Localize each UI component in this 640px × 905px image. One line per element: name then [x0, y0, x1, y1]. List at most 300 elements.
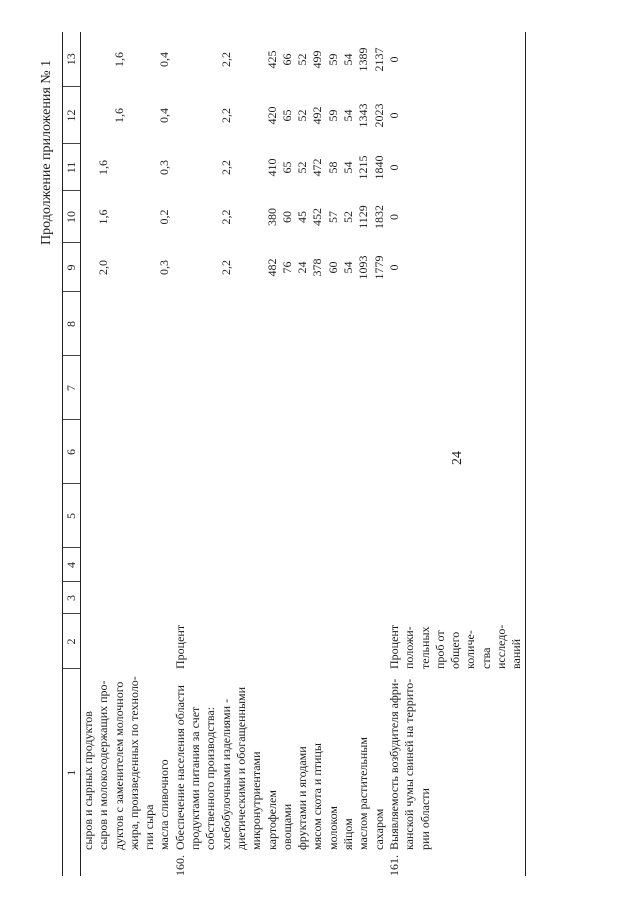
cell-line: 0	[386, 112, 401, 119]
cell-line: 45	[295, 211, 310, 223]
empty-cell	[280, 548, 295, 582]
empty-cell	[280, 420, 295, 484]
column-header-7: 7	[63, 356, 81, 420]
empty-cell	[219, 356, 265, 420]
cell-line: 57	[325, 211, 340, 223]
table-row	[295, 32, 310, 876]
value-cell-v11	[173, 144, 219, 191]
cell-line: 380	[264, 208, 279, 226]
cell-line: Процент	[172, 624, 187, 669]
indicator-text: микронутриентами	[249, 751, 264, 850]
empty-cell	[310, 356, 325, 420]
cell-line: 52	[295, 161, 310, 174]
empty-cell	[157, 356, 172, 420]
value-cell-v12	[219, 87, 265, 144]
column-header-6: 6	[63, 420, 81, 484]
value-cell-v11	[356, 144, 371, 191]
cell-line: 2137	[371, 47, 386, 72]
empty-cell	[173, 548, 219, 582]
empty-cell	[96, 420, 157, 484]
value-cell-v9	[265, 243, 280, 292]
value-cell-v11	[341, 144, 356, 191]
empty-cell	[280, 484, 295, 548]
cell-line: 0,4	[157, 52, 172, 67]
cell-line: количе-	[463, 630, 478, 669]
empty-cell	[219, 582, 265, 614]
empty-cell	[326, 420, 341, 484]
cell-line: 0	[386, 56, 401, 63]
page-number: 24	[450, 451, 465, 465]
value-cell-v12	[280, 87, 295, 144]
empty-cell	[96, 484, 157, 548]
empty-cell	[326, 356, 341, 420]
value-cell-v12	[326, 87, 341, 144]
value-cell-v12	[310, 87, 325, 144]
empty-cell	[295, 548, 310, 582]
indicator-text: диетическими и обогащенными	[233, 686, 248, 850]
empty-cell	[81, 420, 97, 484]
empty-cell	[173, 484, 219, 548]
value-cell-v12	[387, 87, 525, 144]
cell-line: 499	[310, 50, 325, 69]
cell-line: общего	[448, 631, 463, 669]
value-cell-v11	[326, 144, 341, 191]
empty-cell	[387, 420, 525, 484]
empty-cell	[81, 582, 97, 614]
empty-cell	[96, 292, 157, 356]
value-cell-v11	[81, 144, 97, 191]
cell-line: 425	[264, 50, 279, 69]
cell-line: 2,2	[218, 160, 233, 175]
empty-cell	[356, 582, 371, 614]
cell-line: 1832	[371, 205, 386, 229]
cell-line: 54	[341, 161, 356, 174]
empty-cell	[265, 420, 280, 484]
empty-cell	[387, 582, 525, 614]
empty-cell	[310, 582, 325, 614]
column-header-1: 1	[63, 669, 81, 876]
cell-line: ваний	[509, 638, 524, 669]
value-cell-v11	[157, 144, 172, 191]
empty-cell	[372, 420, 387, 484]
indicator-text: яйцом	[341, 818, 356, 850]
unit-cell	[326, 614, 341, 669]
empty-cell	[341, 484, 356, 548]
cell-line: 0,3	[157, 160, 172, 175]
cell-line: 1093	[356, 255, 371, 280]
cell-line: 1215	[356, 155, 371, 180]
indicator-cell	[219, 669, 265, 876]
empty-cell	[295, 356, 310, 420]
table-row	[265, 32, 280, 876]
indicator-cell	[81, 669, 97, 876]
indicator-cell	[295, 669, 310, 876]
column-header-13: 13	[63, 32, 81, 87]
cell-line: 2,2	[218, 260, 233, 275]
unit-cell	[96, 614, 157, 669]
empty-cell	[81, 356, 97, 420]
empty-cell	[265, 484, 280, 548]
value-cell-v12	[356, 87, 371, 144]
cell-line: 24	[295, 261, 310, 274]
empty-cell	[265, 548, 280, 582]
empty-cell	[157, 484, 172, 548]
empty-cell	[387, 292, 525, 356]
empty-cell	[219, 484, 265, 548]
value-cell-v10	[295, 191, 310, 243]
unit-cell	[81, 614, 97, 669]
indicator-text: жира, произведенных по техноло-	[126, 676, 141, 850]
indicator-cell	[326, 669, 341, 876]
cell-line: 2023	[371, 103, 386, 128]
cell-line: 2,0	[96, 260, 111, 275]
cell-line: 1840	[371, 155, 386, 180]
cell-line: 76	[279, 261, 294, 274]
empty-cell	[372, 292, 387, 356]
value-cell-v10	[81, 191, 97, 243]
empty-cell	[173, 356, 219, 420]
cell-line: Процент	[386, 624, 401, 669]
unit-cell	[310, 614, 325, 669]
cell-line: 54	[341, 109, 356, 122]
empty-cell	[356, 420, 371, 484]
cell-line: 54	[341, 261, 356, 274]
value-cell-v11	[219, 144, 265, 191]
empty-cell	[81, 484, 97, 548]
unit-cell	[387, 614, 525, 669]
empty-cell	[295, 582, 310, 614]
empty-cell	[341, 292, 356, 356]
value-cell-v9	[387, 243, 525, 292]
value-cell-v12	[265, 87, 280, 144]
value-cell-v12	[341, 87, 356, 144]
cell-line: 52	[295, 109, 310, 122]
cell-line: 59	[325, 53, 340, 66]
unit-cell	[295, 614, 310, 669]
value-cell-v11	[265, 144, 280, 191]
indicator-cell	[310, 669, 325, 876]
empty-cell	[341, 582, 356, 614]
value-cell-v9	[157, 243, 172, 292]
empty-cell	[341, 356, 356, 420]
cell-line: тельных	[417, 626, 432, 669]
cell-line: 1,6	[96, 160, 111, 175]
empty-cell	[219, 548, 265, 582]
value-cell-v10	[326, 191, 341, 243]
value-cell-v11	[310, 144, 325, 191]
value-cell-v13	[326, 32, 341, 87]
table-row	[81, 32, 97, 876]
table-row	[310, 32, 325, 876]
indicator-cell	[341, 669, 356, 876]
column-header-row	[63, 32, 81, 876]
cell-line: 58	[325, 161, 340, 174]
empty-cell	[310, 292, 325, 356]
cell-line: 54	[341, 53, 356, 66]
cell-line: 420	[264, 106, 279, 125]
cell-line: 378	[310, 258, 325, 277]
column-header-2: 2	[63, 614, 81, 669]
unit-cell	[341, 614, 356, 669]
empty-cell	[356, 292, 371, 356]
indicator-cell	[387, 669, 525, 876]
cell-line: 2,2	[218, 108, 233, 123]
value-cell-v10	[310, 191, 325, 243]
empty-cell	[341, 548, 356, 582]
indicator-cell	[157, 669, 172, 876]
cell-line: 452	[310, 208, 325, 226]
cell-line: 0	[386, 214, 401, 220]
empty-cell	[265, 292, 280, 356]
cell-line: исследо-	[494, 624, 509, 669]
value-cell-v12	[81, 87, 97, 144]
row-number: 160.	[172, 855, 187, 876]
value-cell-v12	[295, 87, 310, 144]
cell-line: ства	[478, 647, 493, 669]
cell-line: 52	[295, 53, 310, 66]
cell-line: проб от	[432, 630, 447, 669]
cell-line: 2,2	[218, 209, 233, 225]
cell-line: 1,6	[96, 209, 111, 225]
table-row	[96, 32, 157, 876]
indicator-text: сахаром	[371, 808, 386, 850]
indicator-text: дуктов с заменителем молочного	[111, 681, 126, 850]
value-cell-v10	[157, 191, 172, 243]
indicator-text: гии сыра	[142, 804, 157, 850]
indicator-cell	[372, 669, 387, 876]
empty-cell	[96, 582, 157, 614]
empty-cell	[265, 356, 280, 420]
value-cell-v12	[157, 87, 172, 144]
empty-cell	[356, 356, 371, 420]
value-cell-v10	[341, 191, 356, 243]
empty-cell	[310, 548, 325, 582]
empty-cell	[81, 548, 97, 582]
cell-line: 65	[279, 109, 294, 122]
empty-cell	[173, 292, 219, 356]
cell-line: 1389	[356, 47, 371, 72]
indicator-cell	[96, 669, 157, 876]
cell-line: 1,6	[111, 108, 126, 123]
empty-cell	[372, 582, 387, 614]
cell-line: 60	[325, 261, 340, 274]
empty-cell	[295, 420, 310, 484]
value-cell-v12	[96, 87, 157, 144]
empty-cell	[173, 420, 219, 484]
value-cell-v9	[280, 243, 295, 292]
value-cell-v11	[295, 144, 310, 191]
cell-line: положи-	[402, 626, 417, 669]
unit-cell	[280, 614, 295, 669]
cell-line: 2,2	[218, 52, 233, 67]
cell-line: 410	[264, 158, 279, 177]
value-cell-v9	[96, 243, 157, 292]
empty-cell	[387, 548, 525, 582]
cell-line: 65	[279, 161, 294, 174]
indicator-text: сыров и молокосодержащих про-	[96, 680, 111, 850]
value-cell-v12	[372, 87, 387, 144]
table-row	[372, 32, 387, 876]
empty-cell	[295, 484, 310, 548]
appendix-table	[62, 32, 526, 876]
indicator-text: сыров и сырных продуктов	[81, 711, 95, 850]
row-number: 161.	[386, 855, 401, 876]
table-row	[356, 32, 371, 876]
cell-line: 492	[310, 106, 325, 125]
empty-cell	[173, 582, 219, 614]
empty-cell	[219, 292, 265, 356]
indicator-text: мясом скота и птицы	[310, 743, 325, 850]
value-cell-v9	[81, 243, 97, 292]
empty-cell	[96, 548, 157, 582]
table-body	[81, 32, 526, 876]
empty-cell	[356, 484, 371, 548]
cell-line: 0	[386, 264, 401, 271]
cell-line: 482	[264, 258, 279, 277]
empty-cell	[157, 582, 172, 614]
value-cell-v13	[372, 32, 387, 87]
empty-cell	[326, 484, 341, 548]
value-cell-v13	[173, 32, 219, 87]
indicator-text: масла сливочного	[157, 759, 172, 850]
value-cell-v13	[310, 32, 325, 87]
empty-cell	[157, 548, 172, 582]
empty-cell	[387, 484, 525, 548]
empty-cell	[326, 582, 341, 614]
indicator-text: хлебобулочными изделиями -	[218, 698, 233, 850]
empty-cell	[280, 292, 295, 356]
empty-cell	[157, 292, 172, 356]
value-cell-v10	[372, 191, 387, 243]
indicator-text: рии области	[417, 788, 432, 850]
cell-line: 0	[386, 164, 401, 171]
value-cell-v13	[356, 32, 371, 87]
value-cell-v9	[219, 243, 265, 292]
value-cell-v13	[96, 32, 157, 87]
value-cell-v9	[372, 243, 387, 292]
value-cell-v9	[173, 243, 219, 292]
unit-cell	[157, 614, 172, 669]
value-cell-v10	[96, 191, 157, 243]
table-row	[341, 32, 356, 876]
continuation-caption: Продолжение приложения № 1	[39, 59, 54, 245]
cell-line: 0,2	[157, 209, 172, 225]
value-cell-v13	[341, 32, 356, 87]
cell-line: 472	[310, 158, 325, 177]
column-header-5: 5	[63, 484, 81, 548]
indicator-text: канской чумы свиней на террито-	[402, 678, 417, 850]
indicator-text: фруктами и ягодами	[295, 746, 310, 850]
value-cell-v10	[280, 191, 295, 243]
cell-line: 66	[279, 53, 294, 66]
value-cell-v10	[265, 191, 280, 243]
empty-cell	[280, 582, 295, 614]
indicator-text: картофелем	[264, 790, 279, 850]
indicator-text: продуктами питания за счет	[188, 706, 203, 850]
table-row	[219, 32, 265, 876]
value-cell-v10	[387, 191, 525, 243]
empty-cell	[81, 292, 97, 356]
table-row	[157, 32, 172, 876]
column-header-9: 9	[63, 243, 81, 292]
indicator-cell	[356, 669, 371, 876]
column-header-11: 11	[63, 144, 81, 191]
column-header-8: 8	[63, 292, 81, 356]
indicator-cell	[173, 669, 219, 876]
empty-cell	[356, 548, 371, 582]
value-cell-v9	[295, 243, 310, 292]
value-cell-v13	[81, 32, 97, 87]
indicator-text: Обеспечение населения области	[172, 685, 187, 850]
empty-cell	[295, 292, 310, 356]
value-cell-v13	[280, 32, 295, 87]
empty-cell	[372, 484, 387, 548]
cell-line	[96, 87, 111, 144]
cell-line: 52	[341, 211, 356, 223]
indicator-text: молоком	[325, 805, 340, 850]
column-header-3: 3	[63, 582, 81, 614]
cell-line: 1129	[356, 205, 371, 229]
empty-cell	[157, 420, 172, 484]
cell-line	[96, 32, 111, 87]
empty-cell	[96, 356, 157, 420]
empty-cell	[280, 356, 295, 420]
unit-cell	[356, 614, 371, 669]
empty-cell	[326, 292, 341, 356]
indicator-text: Выявляемость возбудителя афри-	[386, 678, 401, 850]
indicator-text: маслом растительным	[356, 737, 371, 850]
unit-cell	[372, 614, 387, 669]
value-cell-v9	[310, 243, 325, 292]
column-header-12: 12	[63, 87, 81, 144]
value-cell-v13	[219, 32, 265, 87]
indicator-text: овощами	[279, 803, 294, 850]
cell-line: 0,4	[157, 108, 172, 123]
unit-cell	[265, 614, 280, 669]
cell-line: 59	[325, 109, 340, 122]
cell-line: 1343	[356, 103, 371, 128]
cell-line: 1779	[371, 255, 386, 280]
indicator-cell	[265, 669, 280, 876]
value-cell-v13	[295, 32, 310, 87]
value-cell-v11	[387, 144, 525, 191]
value-cell-v11	[96, 144, 157, 191]
value-cell-v10	[219, 191, 265, 243]
table-row	[173, 32, 219, 876]
empty-cell	[219, 420, 265, 484]
value-cell-v9	[341, 243, 356, 292]
value-cell-v10	[173, 191, 219, 243]
cell-line: 1,6	[111, 52, 126, 67]
value-cell-v13	[157, 32, 172, 87]
empty-cell	[372, 548, 387, 582]
unit-cell	[219, 614, 265, 669]
indicator-cell	[280, 669, 295, 876]
value-cell-v13	[265, 32, 280, 87]
value-cell-v10	[356, 191, 371, 243]
empty-cell	[372, 356, 387, 420]
column-header-10: 10	[63, 191, 81, 243]
indicator-text: собственного производства:	[203, 706, 218, 850]
empty-cell	[310, 420, 325, 484]
value-cell-v11	[372, 144, 387, 191]
value-cell-v9	[356, 243, 371, 292]
empty-cell	[387, 356, 525, 420]
unit-cell	[173, 614, 219, 669]
cell-line: 60	[279, 211, 294, 223]
empty-cell	[310, 484, 325, 548]
table-row	[387, 32, 525, 876]
